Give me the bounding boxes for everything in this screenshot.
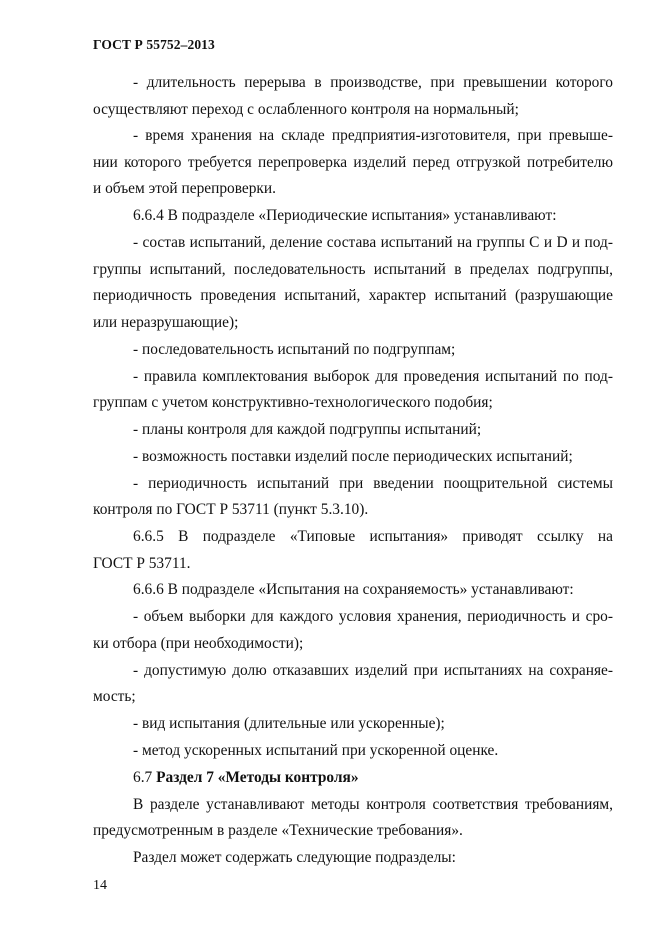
text-line: - планы контроля для каждой подгруппы испытаний; [133, 421, 482, 438]
section-title: Раздел 7 «Методы контроля» [156, 769, 359, 786]
section-6-6-6: 6.6.6 В подразделе «Испытания на сохраняемость» устанавливают: [133, 581, 574, 598]
text-line: периодичность проведения испытаний, характер испытаний (разрушающие [93, 287, 613, 304]
document-header: ГОСТ Р 55752–2013 [93, 37, 215, 52]
text-line: - периодичность испытаний при введении поощрительной системы [133, 475, 613, 492]
text-line: - вид испытания (длительные или ускоренные); [133, 715, 445, 732]
text-line: - допустимую долю отказавших изделий при испытаниях на сохраняе- [133, 662, 613, 679]
text-line: контроля по ГОСТ Р 53711 (пункт 5.3.10). [93, 501, 369, 518]
text-line: - состав испытаний, деление состава испытаний на группы С и D и под- [133, 234, 613, 251]
section-6-6-5: 6.6.5 В подразделе «Типовые испытания» приводят ссылку на [133, 528, 613, 545]
section-number: 6.7 [133, 769, 157, 786]
text-line: и объем этой перепроверки. [93, 180, 276, 197]
text-line: группам с учетом конструктивно-технологического подобия; [93, 394, 493, 411]
section-6-6-4: 6.6.4 В подразделе «Периодические испытания» устанавливают: [133, 207, 557, 224]
text-line: осуществляют переход с ослабленного контроля на нормальный; [93, 101, 519, 118]
text-line: предусмотренным в разделе «Технические требования». [93, 822, 463, 839]
page-number: 14 [93, 878, 107, 893]
text-line: - возможность поставки изделий после периодических испытаний; [133, 448, 573, 465]
text-line: мость; [93, 688, 136, 705]
text-line: нии которого требуется перепроверка изделий перед отгрузкой потребителю [93, 154, 613, 171]
text-line: группы испытаний, последовательность испытаний в пределах подгруппы, [93, 261, 613, 278]
section-6-7-heading [133, 768, 613, 788]
text-line: - правила комплектования выборок для проведения испытаний по под- [133, 368, 613, 385]
text-line: ГОСТ Р 53711. [93, 555, 191, 572]
text-line: ки отбора (при необходимости); [93, 635, 304, 652]
text-line: или неразрушающие); [93, 314, 239, 331]
text-line: В разделе устанавливают методы контроля соответствия требованиям, [133, 796, 613, 813]
text-line: - объем выборки для каждого условия хранения, периодичность и сро- [133, 608, 613, 625]
text-line: - метод ускоренных испытаний при ускоренной оценке. [133, 742, 499, 759]
text-line: Раздел может содержать следующие подразделы: [133, 849, 456, 866]
text-line: - последовательность испытаний по подгруппам; [133, 341, 456, 358]
text-line: - время хранения на складе предприятия-изготовителя, при превыше- [133, 127, 613, 144]
text-line: - длительность перерыва в производстве, при превышении которого [133, 74, 613, 91]
